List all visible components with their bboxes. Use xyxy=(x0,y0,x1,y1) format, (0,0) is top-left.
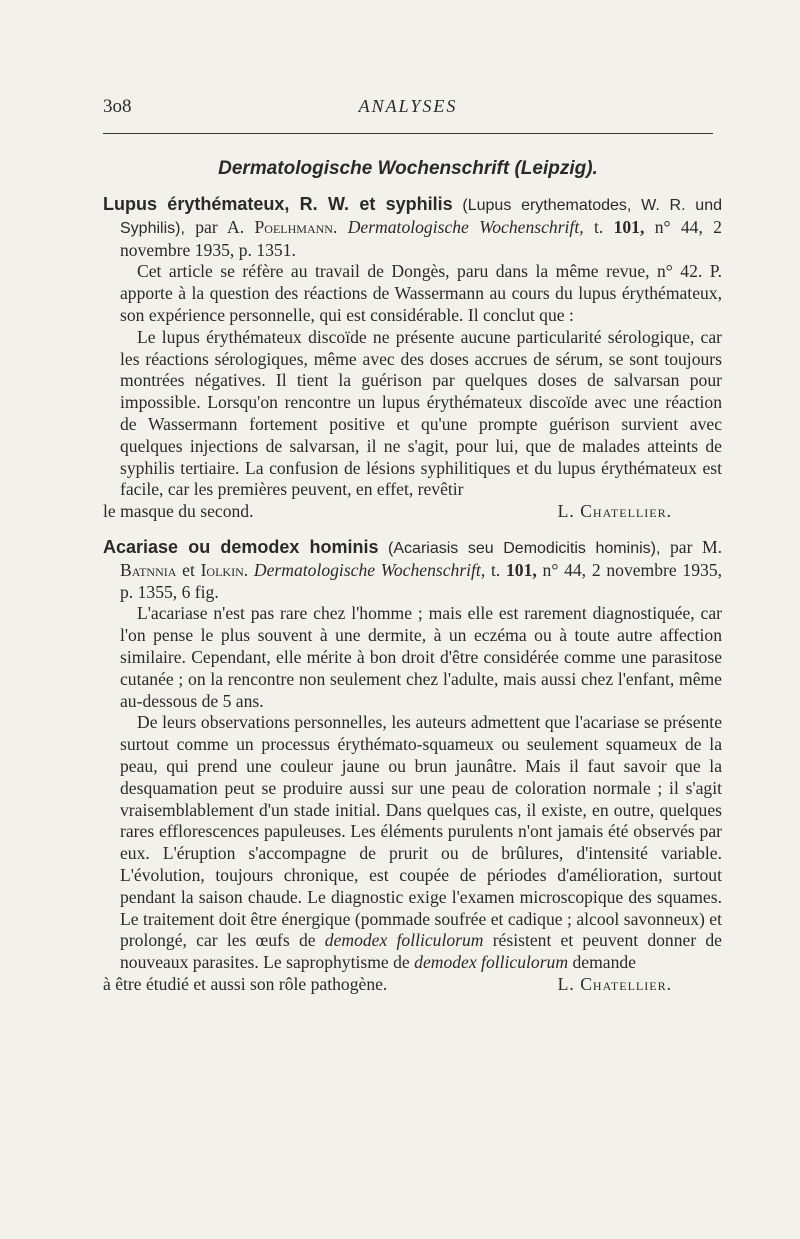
entry-2-paragraph-1: L'acariase n'est pas rare chez l'homme ; mais elle est rarement diagnostiquée, car l'on pense le plus souvent à une dermite, à un eczéma ou à toute autre affection similaire. Cependant, elle mérite à bon droit d'être considérée comme une parasitose cutanée ; on la rencontre non seulement chez l'adulte, mais aussi chez l'enfant, même au-dessous de 5 ans. xyxy=(120,603,722,711)
entry-2-journal: Dermatologische Wochenschrift, xyxy=(253,559,486,580)
entry-1-last-line: le masque du second. xyxy=(103,501,254,522)
entry-2-paragraph-2 xyxy=(103,712,722,974)
entry-2-title: Acariase ou demodex hominis xyxy=(103,536,379,557)
entry-2-p2-text-1: De leurs observations personnelles, les auteurs admettent que l'acariase se présente surtout comme un processus érythémato-squameux ou seulement squameux de la peau, qui prend une couleur jaune ou brun jaunâtre. Mais il faut savoir que la desquamation peut se produire aussi sur une peau de coloration normale ; il s'agit vraisemblablement d'un stade initial. Dans quelques cas, il existe, en outre, quelques rares efflorescences papuleuses. Les éléments purulents n'ont jamais été observés par eux. L'éruption s'accompagne de prurit ou de brûlures, d'intensité variable. L'évolution, toujours chronique, est coupée de périodes d'amélioration, surtout pendant la saison chaude. Le diagnostic exige l'examen microscopique des squames. Le traitement doit être énergique (pommade soufrée et cadique ; alcool savonneux) et prolongé, car les œufs de xyxy=(120,712,722,951)
entry-2-p2-species-1: demodex folliculorum xyxy=(324,930,484,951)
entry-1-heading: Lupus érythémateux, R. W. et syphilis (Lupus erythematodes, W. R. und Syphilis), par A. Poelhmann. Dermatologische Wochenschrift, t. 101, n° 44, 2 novembre 1935, p. 1351. xyxy=(103,194,723,260)
entry-2-date-pages: 2 novembre 1935, p. 1355, 6 fig. xyxy=(120,559,723,602)
entry-2-heading xyxy=(103,537,722,603)
entry-2-signature: L. Chatellier. xyxy=(557,973,672,994)
text-column xyxy=(103,194,722,996)
entry-2-last-line: à être étudié et aussi son rôle pathogène. xyxy=(103,973,388,994)
entry-2-by: par M. xyxy=(669,536,723,557)
entry-2-volume: 101, xyxy=(506,559,537,580)
entry-1-by: par A. xyxy=(195,216,245,237)
entry-1-paragraph-1: Cet article se réfère au travail de Dongès, paru dans la même revue, n° 42. P. apporte à la question des réactions de Wassermann au cours du lupus érythémateux, son expérience personnelle, qui est considérable. Il conclut que : xyxy=(120,261,722,325)
entry-2-closing-line xyxy=(103,974,722,996)
page-number: 3o8 xyxy=(103,96,132,117)
entry-1-date-pages: 2 novembre 1935, p. 1351. xyxy=(120,216,722,260)
entry-1-title: Lupus érythémateux, R. W. et syphilis xyxy=(103,194,453,214)
entry-1-volume: 101, xyxy=(613,216,645,237)
entry-1-paragraph-2: Le lupus érythémateux discoïde ne présente aucune particularité sérologique, car les réactions sérologiques, même avec des doses accrues de sérum, se sont toujours montrées négatives. Il tient la guérison par quelques doses de salvarsan pour impossible. Lorsqu'on rencontre un lupus érythémateux discoïde avec une réaction de Wassermann fortement positive et qu'une prompte guérison survient avec quelques injections de salvarsan, il ne s'agit, pour lui, que de malades atteints de syphilis tertiaire. La confusion de lésions syphilitiques et du lupus érythémateux est facile, car les premières peuvent, en effet, revêtir xyxy=(120,326,722,500)
entry-1-issue: n° 44, xyxy=(654,216,703,237)
entry-2-author2: Iolkin. xyxy=(200,559,249,580)
entry-2-author: Batnnia xyxy=(120,559,177,580)
entry-1-signature: L. Chatellier. xyxy=(557,501,672,522)
entry-1-closing-line xyxy=(103,501,722,523)
entry-2-p2-text-2: résistent et peuvent donner de nouveaux parasites. Le saprophytisme de xyxy=(120,930,722,973)
entry-1-journal: Dermatologische Wochenschrift, xyxy=(347,216,584,237)
entry-2-issue: n° 44, xyxy=(542,559,587,580)
entry-2-p2-species-2: demodex folliculorum xyxy=(414,952,569,973)
entry-1-volume-prefix: t. xyxy=(593,216,604,237)
entry-1-author: Poelhmann xyxy=(254,216,333,237)
entry-2-volume-prefix: t. xyxy=(490,559,501,580)
entry-2-p2-text-3: demande xyxy=(572,952,636,973)
running-title: ANALYSES xyxy=(358,96,458,116)
header-rule xyxy=(103,133,713,134)
entry-2-original-title: (Acariasis seu Demodicitis hominis), xyxy=(388,539,661,557)
entry-1-original-title: (Lupus erythematodes, W. R. und Syphilis), xyxy=(120,197,723,237)
entry-2-and: et xyxy=(182,559,195,580)
journal-title: Dermatologische Wochenschrift (Leipzig). xyxy=(218,158,598,179)
running-head xyxy=(103,96,713,126)
